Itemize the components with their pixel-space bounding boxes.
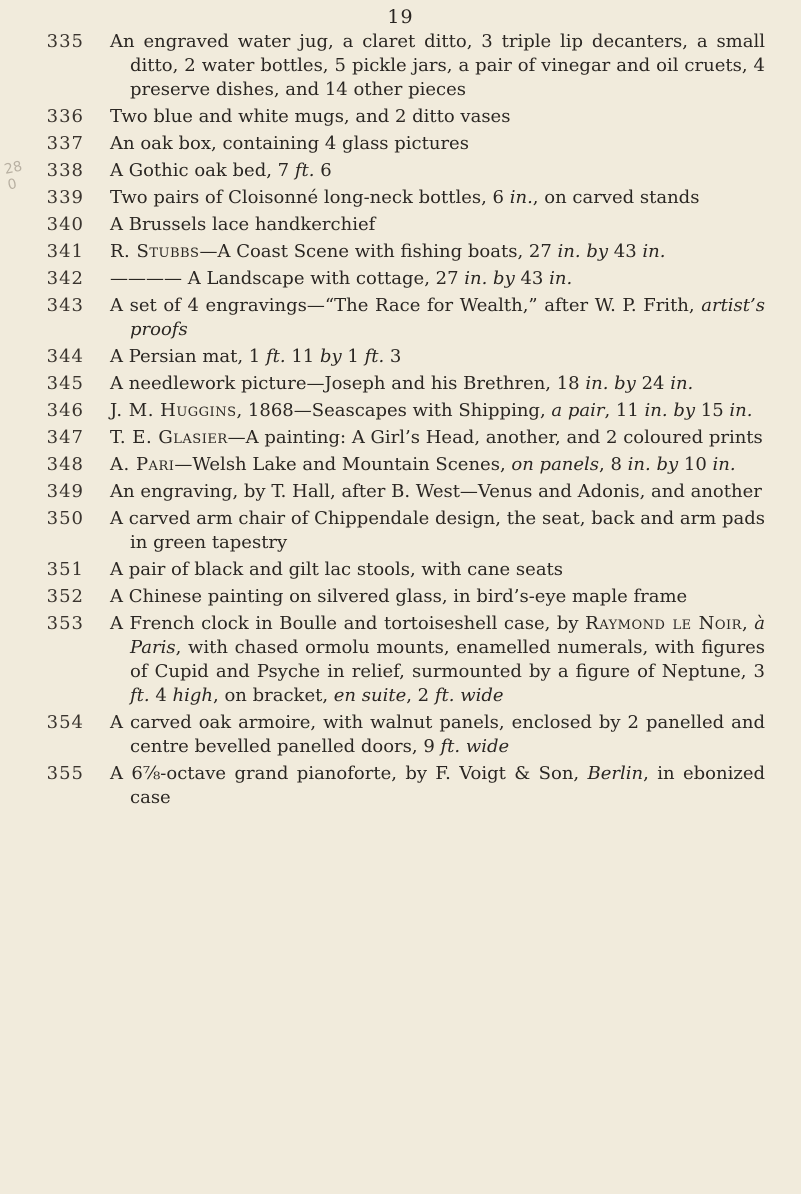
description-text: An oak box, containing 4 glass pictures [110,133,469,154]
italic-text: in. by [557,241,609,262]
lot-description [110,345,765,369]
description-text: A carved oak armoire, with walnut panels, enclosed by 2 panelled and centre bevelled panelled doors, 9 [110,712,765,757]
description-text: 11 [285,346,320,367]
lot-number: 342 [46,268,84,289]
lot-description [110,558,765,582]
description-text: , on bracket, [213,685,334,706]
description-text: A 6⅞-octave grand pianoforte, by F. Voigt & Son, [110,763,588,784]
lot-number: 335 [46,31,84,52]
lot-number: 340 [46,214,84,235]
lot-entry [0,453,801,477]
lot-list [0,30,801,813]
lot-description [110,132,765,156]
description-text: 15 [695,400,730,421]
lot-description [110,267,765,291]
lot-number: 344 [46,346,84,367]
description-text: A pair of black and gilt lac stools, with cane seats [110,559,564,580]
description-text: , [741,613,755,634]
italic-text: a pair [551,400,605,421]
lot-description [110,507,765,555]
lot-description [110,585,765,609]
margin-note: 28 [2,158,24,178]
page-number: 19 [387,6,414,28]
lot-description [110,480,765,504]
lot-number: 337 [46,133,84,154]
lot-entry [0,612,801,708]
italic-text: ft. [130,685,150,706]
lot-entry [0,294,801,342]
italic-text: in. [509,187,533,208]
artist-name: R. Stubbs [110,241,200,262]
lot-entry [0,30,801,102]
lot-entry [0,345,801,369]
lot-entry [0,426,801,450]
description-text: , on carved stands [532,187,700,208]
lot-entry [0,132,801,156]
description-text: Two pairs of Cloisonné long-neck bottles, 6 [110,187,510,208]
italic-text: in. [670,373,694,394]
lot-entry [0,105,801,129]
description-text: A Chinese painting on silvered glass, in bird’s-eye maple frame [110,586,688,607]
description-text: 24 [635,373,671,394]
italic-text: ft. wide [434,685,504,706]
description-text: Two blue and white mugs, and 2 ditto vases [110,106,511,127]
artist-name: A. Pari [110,454,175,475]
lot-number: 347 [46,427,84,448]
description-text: A carved arm chair of Chippendale design, the seat, back and arm pads in green tapestry [110,508,765,553]
lot-entry [0,480,801,504]
lot-number: 350 [46,508,84,529]
lot-number: 352 [46,586,84,607]
description-text: —A Coast Scene with fishing boats, 27 [199,241,558,262]
lot-entry [0,213,801,237]
description-text: 43 [514,268,550,289]
italic-text: high [172,685,213,706]
description-text: , 8 [599,454,628,475]
description-text: A set of 4 engravings—“The Race for Wealth,” after W. P. Frith, [110,295,702,316]
italic-text: ft. wide [440,736,510,757]
lot-number: 343 [46,295,84,316]
description-text: —A painting: A Girl’s Head, another, and 2 coloured prints [227,427,763,448]
italic-text: in. [729,400,753,421]
description-text: A needlework picture—Joseph and his Brethren, 18 [110,373,586,394]
lot-description [110,612,765,708]
description-text: , 11 [604,400,645,421]
lot-number: 338 [46,160,84,181]
description-text: , 1868—Seascapes with Shipping, [236,400,552,421]
description-text: A Gothic oak bed, 7 [110,160,295,181]
lot-entry [0,399,801,423]
lot-entry [0,240,801,264]
lot-entry [0,558,801,582]
lot-description [110,159,765,183]
lot-description [110,453,765,477]
lot-description [110,762,765,810]
lot-entry [0,372,801,396]
description-text: An engraving, by T. Hall, after B. West—Venus and Adonis, and another [110,481,762,502]
lot-number: 346 [46,400,84,421]
lot-entry [0,267,801,291]
lot-description [110,294,765,342]
italic-text: by [319,346,342,367]
description-text: 1 [341,346,365,367]
lot-description [110,372,765,396]
lot-description [110,240,765,264]
lot-entry [0,711,801,759]
description-text: , with chased ormolu mounts, enamelled numerals, with figures of Cupid and Psyche in relief, surmounted by a figure of Neptune, 3 [130,637,765,682]
description-text: A Brussels lace handkerchief [110,214,376,235]
italic-text: in. [642,241,666,262]
description-text: 4 [149,685,173,706]
margin-note: 0 [6,175,19,194]
description-text: 10 [678,454,713,475]
lot-entry [0,186,801,210]
lot-description [110,399,765,423]
description-text: , 2 [406,685,435,706]
description-text: 3 [384,346,402,367]
italic-text: à Paris [130,613,765,658]
italic-text: Berlin [587,763,644,784]
lot-entry [0,585,801,609]
artist-name: Raymond le Noir [585,613,742,634]
lot-number: 348 [46,454,84,475]
lot-number: 354 [46,712,84,733]
description-text: A Persian mat, 1 [110,346,266,367]
lot-number: 345 [46,373,84,394]
description-text: A French clock in Boulle and tortoiseshell case, by [110,613,586,634]
lot-description [110,186,765,210]
lot-description [110,105,765,129]
description-text: ———— A Landscape with cottage, 27 [110,268,465,289]
lot-description [110,426,765,450]
lot-description [110,711,765,759]
italic-text: en suite [333,685,407,706]
lot-entry [0,762,801,810]
lot-number: 353 [46,613,84,634]
lot-number: 336 [46,106,84,127]
lot-description [110,213,765,237]
lot-number: 339 [46,187,84,208]
artist-name: T. E. Glasier [110,427,228,448]
lot-entry [0,159,801,183]
italic-text: on panels [511,454,600,475]
italic-text: ft. [265,346,286,367]
artist-name: J. M. Huggins [110,400,237,421]
lot-entry [0,507,801,555]
description-text: , in ebonized case [130,763,765,808]
italic-text: in. [549,268,573,289]
italic-text: in. [712,454,736,475]
italic-text: in. by [464,268,515,289]
italic-text: in. by [627,454,679,475]
lot-number: 349 [46,481,84,502]
lot-description [110,30,765,102]
description-text: —Welsh Lake and Mountain Scenes, [174,454,512,475]
lot-number: 341 [46,241,84,262]
lot-number: 355 [46,763,84,784]
italic-text: in. by [585,373,636,394]
description-text: 6 [314,160,332,181]
description-text: 43 [608,241,643,262]
italic-text: ft. [294,160,315,181]
italic-text: ft. [364,346,385,367]
italic-text: in. by [644,400,696,421]
description-text: An engraved water jug, a claret ditto, 3 triple lip decanters, a small ditto, 2 water bottles, 5 pickle jars, a pair of vinegar and oil cruets, 4 preserve dishes, and 14 other pieces [110,31,765,100]
lot-number: 351 [46,559,84,580]
italic-text: artist’s proofs [130,295,765,340]
